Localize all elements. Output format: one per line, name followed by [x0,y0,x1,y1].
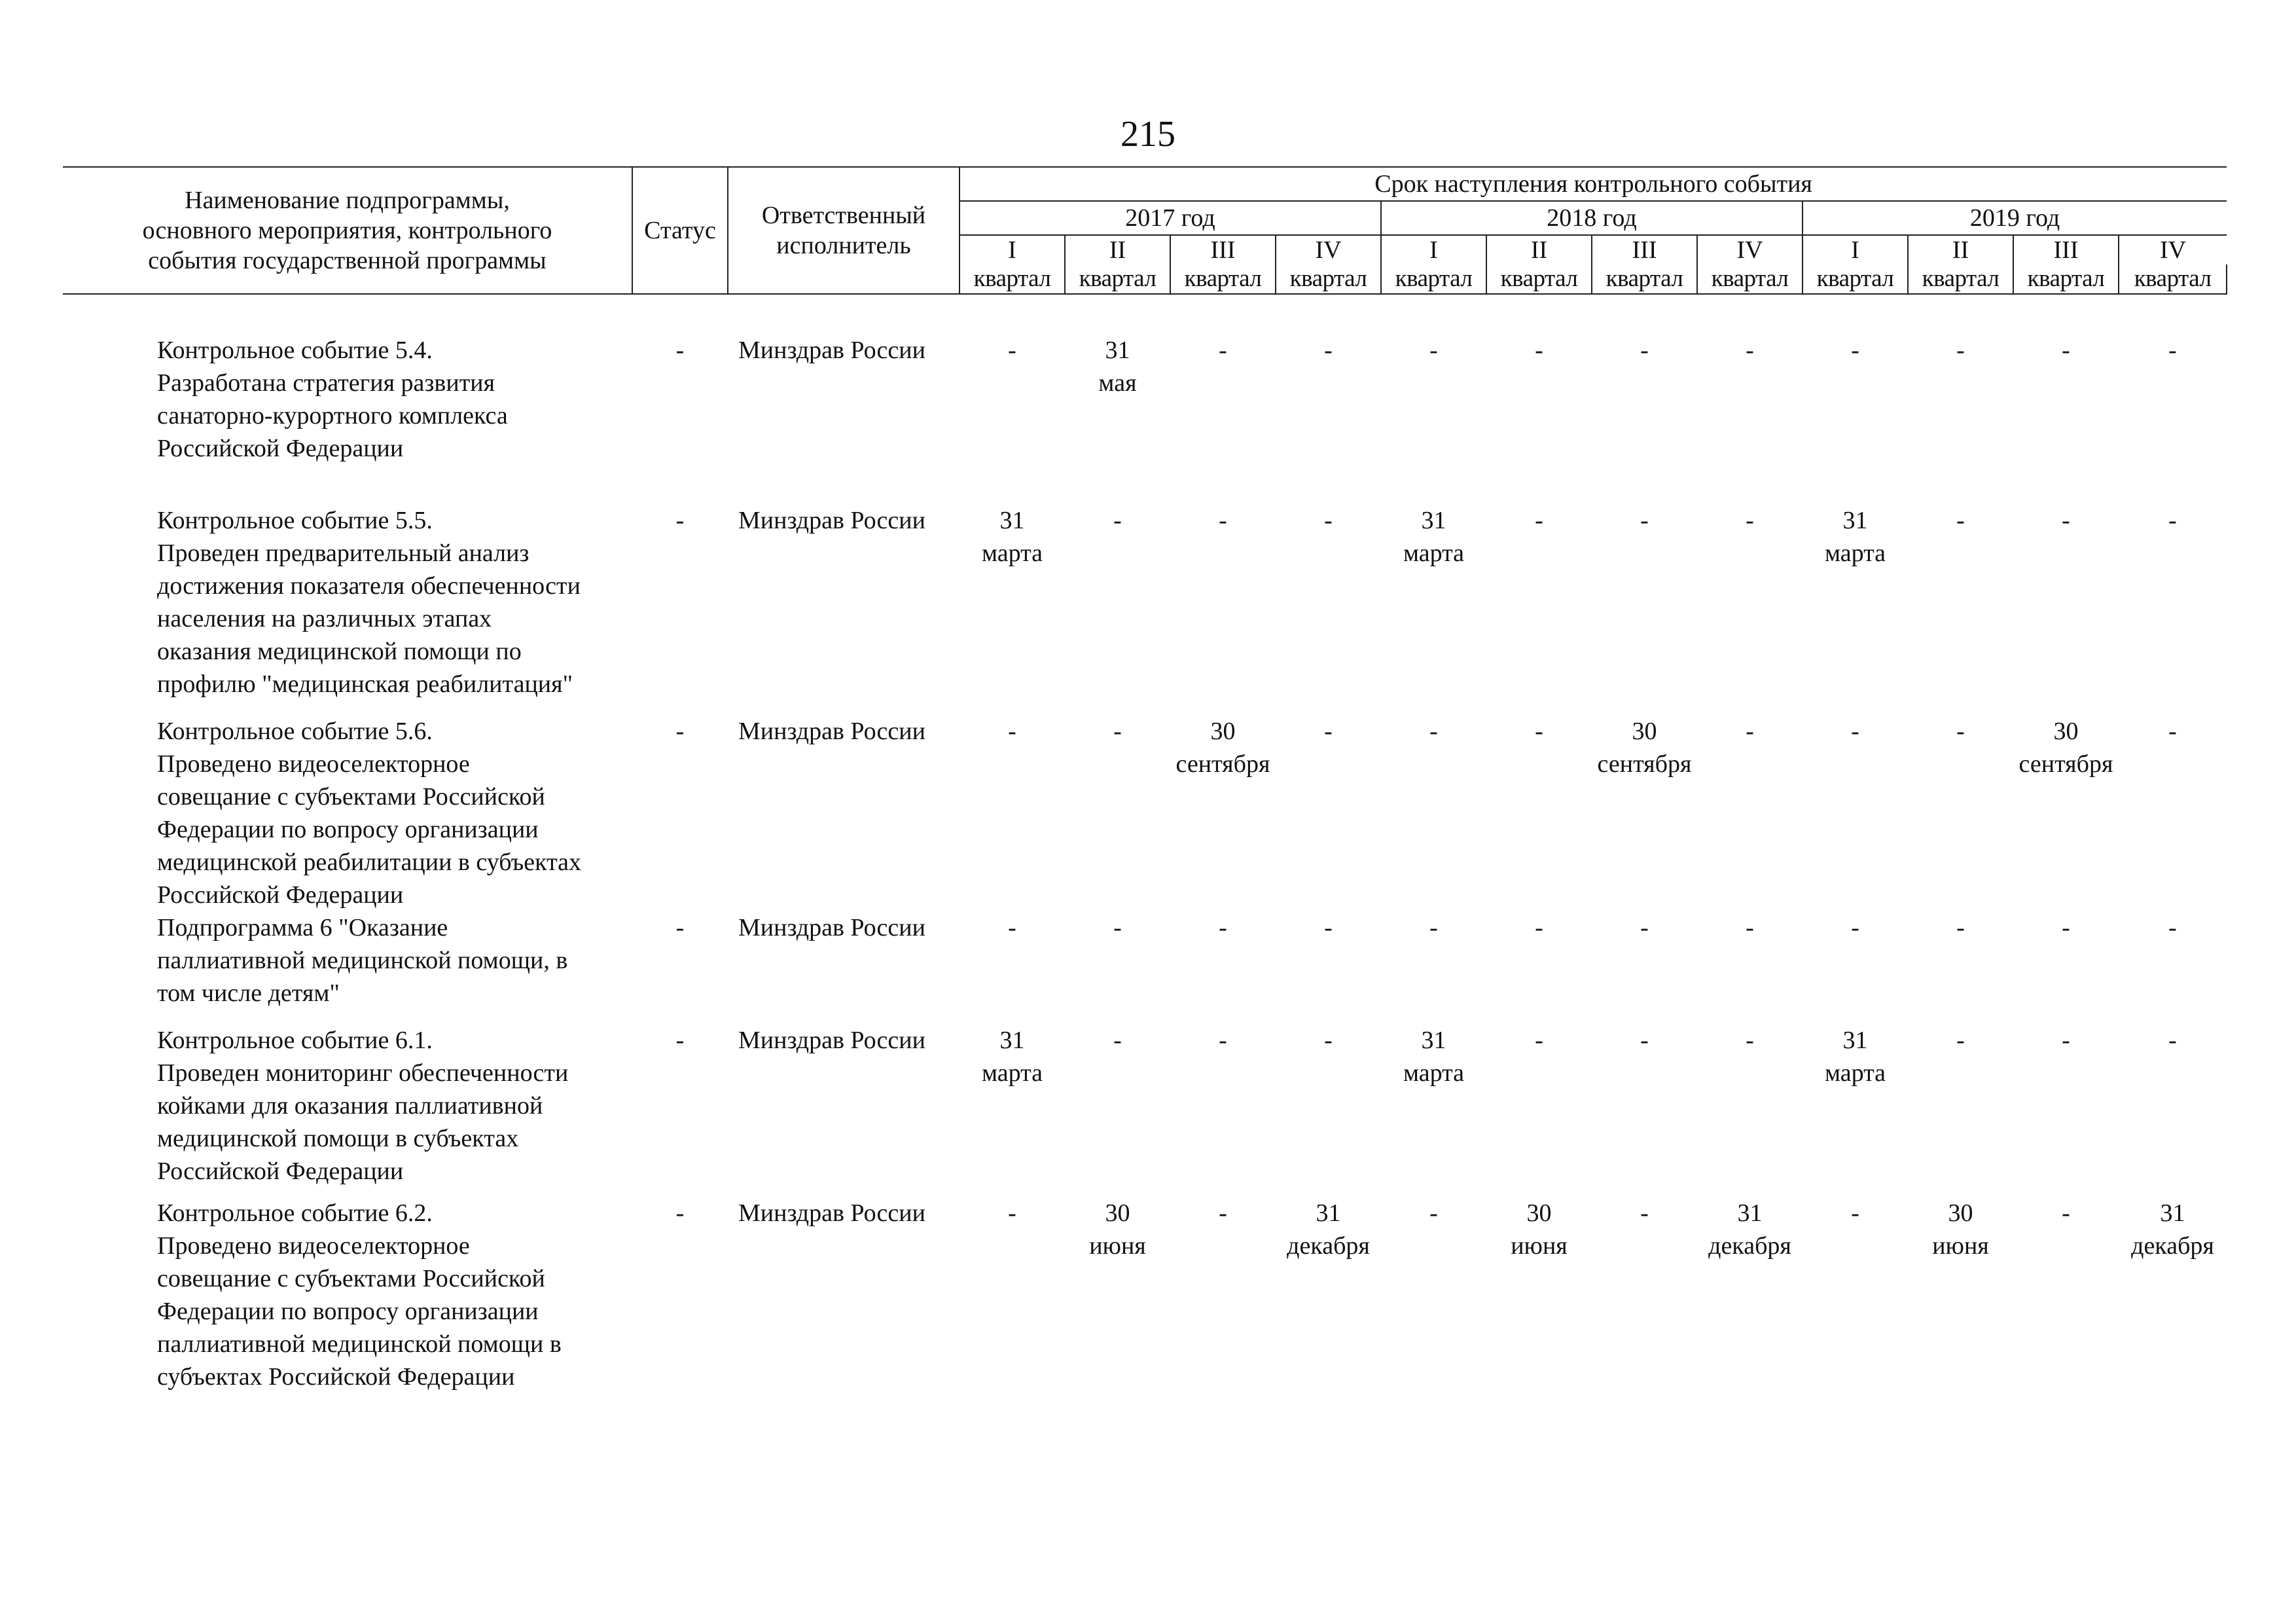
name-header-line: основного мероприятия, контрольного [142,217,552,244]
deadline-cell [1065,334,1170,465]
deadline-cell [1170,465,1276,701]
deadline-day: 31 [2160,1199,2185,1227]
deadline-day: 31 [1421,1027,1446,1054]
event-name-line: Контрольное событие 6.1. [157,1027,433,1054]
deadline-day: - [1640,1199,1649,1227]
deadline-cell [1065,465,1170,701]
deadline-cell [1276,1010,1381,1188]
deadline-day: - [1219,914,1227,941]
deadline-day: - [2168,337,2177,364]
deadline-day: - [1008,1199,1016,1227]
deadline-month: марта [981,1059,1043,1087]
deadline-cell [1803,465,1908,701]
deadline-day: - [2062,507,2070,534]
deadline-cell [2013,911,2119,1010]
event-name-line: Федерации по вопросу организации [157,1298,539,1325]
deadline-cell [1170,334,1276,465]
table-row [63,1010,2227,1188]
quarter-number-header: II [1486,235,1592,264]
deadline-cell [1697,1010,1803,1188]
deadline-cell [1276,1188,1381,1393]
deadline-day: - [1219,337,1227,364]
deadline-day: - [1113,1027,1122,1054]
table-body [63,334,2227,1393]
deadline-cell [1908,465,2013,701]
deadline-day: - [1956,914,1965,941]
deadline-cell [1276,701,1381,911]
quarter-number-header: II [1065,235,1170,264]
deadline-day: - [1746,1027,1754,1054]
table-row [63,911,2227,1010]
deadline-cell [2119,1010,2227,1188]
deadline-day: - [1113,507,1122,534]
deadline-cell [1908,334,2013,465]
table-header [63,166,2227,295]
deadline-cell [1697,334,1803,465]
status-cell: - [675,1027,685,1054]
deadline-cell [1170,1188,1276,1393]
deadline-cell [1908,1188,2013,1393]
deadline-month: сентября [1175,750,1270,778]
deadline-cell [960,701,1065,911]
table-row [63,334,2227,465]
deadline-day: 30 [1105,1199,1130,1227]
deadline-day: 31 [1421,507,1446,534]
deadline-cell [1381,465,1486,701]
deadline-cell [960,1188,1065,1393]
event-name-line: Контрольное событие 5.4. [157,337,433,364]
deadline-day: - [1956,337,1965,364]
year-header-2018: 2018 год [1381,201,1803,235]
event-name-line: паллиативной медицинской помощи, в [157,947,568,974]
deadline-day: - [1640,507,1649,534]
year-header-2017: 2017 год [960,201,1381,235]
deadline-cell [1697,1188,1803,1393]
deadline-month: июня [1932,1232,1989,1260]
deadline-cell [2119,911,2227,1010]
deadline-day: - [1429,337,1438,364]
deadline-day: - [1113,718,1122,745]
status-cell: - [675,1199,685,1227]
deadline-day: 31 [999,507,1025,534]
deadline-cell [2013,1010,2119,1188]
deadline-day: - [1429,718,1438,745]
deadline-cell [1381,911,1486,1010]
quarter-word-header: квартал [1697,264,1803,294]
deadline-header: Срок наступления контрольного события [960,167,2227,201]
deadline-day: - [1008,718,1016,745]
deadline-cell [1908,911,2013,1010]
event-name-cell [63,1010,632,1188]
deadline-cell [960,911,1065,1010]
event-name-line: Проведено видеоселекторное [157,750,470,778]
name-column-header [63,167,632,294]
quarter-word-header: квартал [1803,264,1908,294]
quarter-word-header: квартал [1170,264,1276,294]
page-number: 215 [1121,114,1175,155]
quarter-word-header: квартал [1592,264,1697,294]
deadline-day: - [1324,914,1333,941]
executor-header-line: исполнитель [776,232,911,259]
deadline-cell [1486,701,1592,911]
deadline-day: - [1429,914,1438,941]
deadline-day: - [1535,718,1543,745]
deadline-cell [1065,1010,1170,1188]
deadline-day: - [1219,1199,1227,1227]
deadline-cell [1486,465,1592,701]
events-table [63,334,2227,1393]
quarter-number-header: I [1381,235,1486,264]
event-name-line: Федерации по вопросу организации [157,816,539,843]
deadline-day: - [2168,914,2177,941]
deadline-cell [1908,1010,2013,1188]
deadline-day: - [1851,337,1859,364]
deadline-month: сентября [2018,750,2113,778]
deadline-cell [1381,334,1486,465]
deadline-day: - [2168,1027,2177,1054]
deadline-cell [1592,1010,1697,1188]
deadline-cell [1697,465,1803,701]
event-name-cell [63,334,632,465]
status-cell: - [675,337,685,364]
event-name-line: Подпрограмма 6 "Оказание [157,914,448,941]
quarter-number-header: IV [2119,235,2227,264]
name-header-line: Наименование подпрограммы, [185,187,510,214]
deadline-cell [1803,701,1908,911]
deadline-cell [960,334,1065,465]
table-row [63,1188,2227,1393]
deadline-day: 31 [1842,1027,1868,1054]
event-name-cell [63,465,632,701]
event-name-cell [63,701,632,911]
quarter-number-header: II [1908,235,2013,264]
quarter-word-header: квартал [2119,264,2227,294]
deadline-cell [1065,1188,1170,1393]
event-name-line: медицинской реабилитации в субъектах [157,848,582,876]
status-cell: - [675,507,685,534]
executor-header-line: Ответственный [761,202,926,229]
deadline-day: - [2062,1027,2070,1054]
deadline-day: - [1956,507,1965,534]
event-name-line: Российской Федерации [157,881,404,909]
quarter-word-header: квартал [960,264,1065,294]
deadline-cell [1803,1010,1908,1188]
deadline-cell [1592,334,1697,465]
deadline-cell [1381,1188,1486,1393]
deadline-day: - [2062,1199,2070,1227]
deadline-cell [1276,465,1381,701]
deadline-day: 30 [1526,1199,1552,1227]
deadline-cell [1486,334,1592,465]
quarter-number-header: I [960,235,1065,264]
deadline-day: - [1324,507,1333,534]
deadline-cell [1170,911,1276,1010]
event-name-cell [63,911,632,1010]
deadline-day: - [1008,914,1016,941]
executor-cell: Минздрав России [738,718,925,745]
event-name-line: субъектах Российской Федерации [157,1363,515,1391]
deadline-day: - [1640,337,1649,364]
deadline-day: - [1851,718,1859,745]
deadline-cell [1803,334,1908,465]
deadline-cell [1170,701,1276,911]
deadline-cell [1592,465,1697,701]
deadline-cell [1908,701,2013,911]
deadline-cell [1592,701,1697,911]
deadline-cell [1170,1010,1276,1188]
deadline-cell [960,465,1065,701]
deadline-day: - [1851,1199,1859,1227]
event-name-line: профилю "медицинская реабилитация" [157,670,573,698]
deadline-month: марта [1824,1059,1886,1087]
event-name-cell [63,1188,632,1393]
quarter-word-header: квартал [1065,264,1170,294]
deadline-cell [2013,701,2119,911]
deadline-month: сентября [1597,750,1692,778]
deadline-day: - [1535,1027,1543,1054]
deadline-cell [2119,465,2227,701]
executor-cell: Минздрав России [738,914,925,941]
quarter-word-header: квартал [1381,264,1486,294]
deadline-cell [1276,334,1381,465]
deadline-day: 30 [1948,1199,1973,1227]
event-name-line: койками для оказания паллиативной [157,1092,543,1120]
event-name-line: медицинской помощи в субъектах [157,1125,519,1152]
deadline-cell [1592,1188,1697,1393]
deadline-cell [1803,1188,1908,1393]
deadline-day: 31 [1105,337,1130,364]
deadline-day: 31 [1737,1199,1763,1227]
event-name-line: Контрольное событие 5.5. [157,507,433,534]
event-name-line: оказания медицинской помощи по [157,638,522,665]
deadline-cell [2119,1188,2227,1393]
event-name-line: совещание с субъектами Российской [157,1265,545,1292]
deadline-cell [1592,911,1697,1010]
deadline-month: декабря [1287,1232,1370,1260]
event-name-line: населения на различных этапах [157,605,492,632]
deadline-month: марта [981,539,1043,567]
deadline-day: - [1219,507,1227,534]
deadline-cell [1803,911,1908,1010]
quarter-number-header: IV [1276,235,1381,264]
deadline-day: - [2062,914,2070,941]
deadline-day: - [1535,337,1543,364]
deadline-day: - [1113,914,1122,941]
executor-column-header [728,167,960,294]
deadline-cell [960,1010,1065,1188]
event-name-line: Проведен мониторинг обеспеченности [157,1059,569,1087]
table-row [63,701,2227,911]
name-header-line: события государственной программы [148,247,547,274]
deadline-month: июня [1511,1232,1568,1260]
deadline-day: - [2062,337,2070,364]
quarter-word-header: квартал [2013,264,2119,294]
deadline-cell [1381,701,1486,911]
deadline-cell [2119,334,2227,465]
event-name-line: Контрольное событие 6.2. [157,1199,433,1227]
event-name-line: том числе детям" [157,979,340,1007]
event-name-line: совещание с субъектами Российской [157,783,545,811]
executor-cell: Минздрав России [738,1027,925,1054]
deadline-day: - [1429,1199,1438,1227]
deadline-day: - [1324,718,1333,745]
deadline-day: - [1746,914,1754,941]
executor-cell: Минздрав России [738,337,925,364]
deadline-month: мая [1098,369,1137,397]
quarter-number-header: III [1170,235,1276,264]
deadline-day: - [1746,718,1754,745]
event-name-line: паллиативной медицинской помощи в [157,1330,562,1358]
quarter-word-header: квартал [1486,264,1592,294]
deadline-cell [2119,701,2227,911]
deadline-cell [1486,911,1592,1010]
deadline-day: - [1746,337,1754,364]
deadline-day: - [1219,1027,1227,1054]
deadline-day: - [1640,1027,1649,1054]
quarter-number-header: IV [1697,235,1803,264]
deadline-day: 30 [1210,718,1236,745]
deadline-month: декабря [1708,1232,1791,1260]
deadline-day: 30 [1632,718,1657,745]
status-column-header: Статус [632,167,728,294]
event-name-line: достижения показателя обеспеченности [157,572,581,600]
deadline-day: - [1746,507,1754,534]
deadline-month: июня [1089,1232,1146,1260]
deadline-day: - [1324,1027,1333,1054]
deadline-day: - [1535,507,1543,534]
event-name-line: Проведен предварительный анализ [157,539,529,567]
deadline-month: декабря [2131,1232,2214,1260]
event-name-line: Российской Федерации [157,1158,404,1185]
deadline-day: 31 [999,1027,1025,1054]
quarter-word-header: квартал [1908,264,2013,294]
deadline-day: - [1324,337,1333,364]
deadline-day: 31 [1316,1199,1341,1227]
deadline-day: 30 [2053,718,2079,745]
deadline-day: - [2168,718,2177,745]
deadline-month: марта [1403,539,1465,567]
table-row [63,465,2227,701]
deadline-day: - [1956,718,1965,745]
event-name-line: Разработана стратегия развития [157,369,495,397]
deadline-cell [1486,1188,1592,1393]
quarter-number-header: III [2013,235,2119,264]
year-header-2019: 2019 год [1803,201,2227,235]
deadline-cell [1381,1010,1486,1188]
deadline-cell [1276,911,1381,1010]
deadline-day: 31 [1842,507,1868,534]
deadline-cell [1065,701,1170,911]
deadline-cell [1697,701,1803,911]
event-name-line: Контрольное событие 5.6. [157,718,433,745]
deadline-month: марта [1824,539,1886,567]
status-cell: - [675,914,685,941]
deadline-cell [2013,334,2119,465]
deadline-cell [1065,911,1170,1010]
deadline-day: - [1851,914,1859,941]
executor-cell: Минздрав России [738,507,925,534]
executor-cell: Минздрав России [738,1199,925,1227]
deadline-day: - [1956,1027,1965,1054]
deadline-month: марта [1403,1059,1465,1087]
event-name-line: Российской Федерации [157,435,404,462]
header-table [63,166,2227,295]
deadline-day: - [2168,507,2177,534]
quarter-number-header: III [1592,235,1697,264]
quarter-number-header: I [1803,235,1908,264]
deadline-cell [2013,465,2119,701]
deadline-cell [2013,1188,2119,1393]
event-name-line: санаторно-курортного комплекса [157,402,508,429]
deadline-cell [1697,911,1803,1010]
deadline-cell [1486,1010,1592,1188]
deadline-day: - [1640,914,1649,941]
deadline-day: - [1008,337,1016,364]
status-cell: - [675,718,685,745]
event-name-line: Проведено видеоселекторное [157,1232,470,1260]
deadline-day: - [1535,914,1543,941]
quarter-word-header: квартал [1276,264,1381,294]
